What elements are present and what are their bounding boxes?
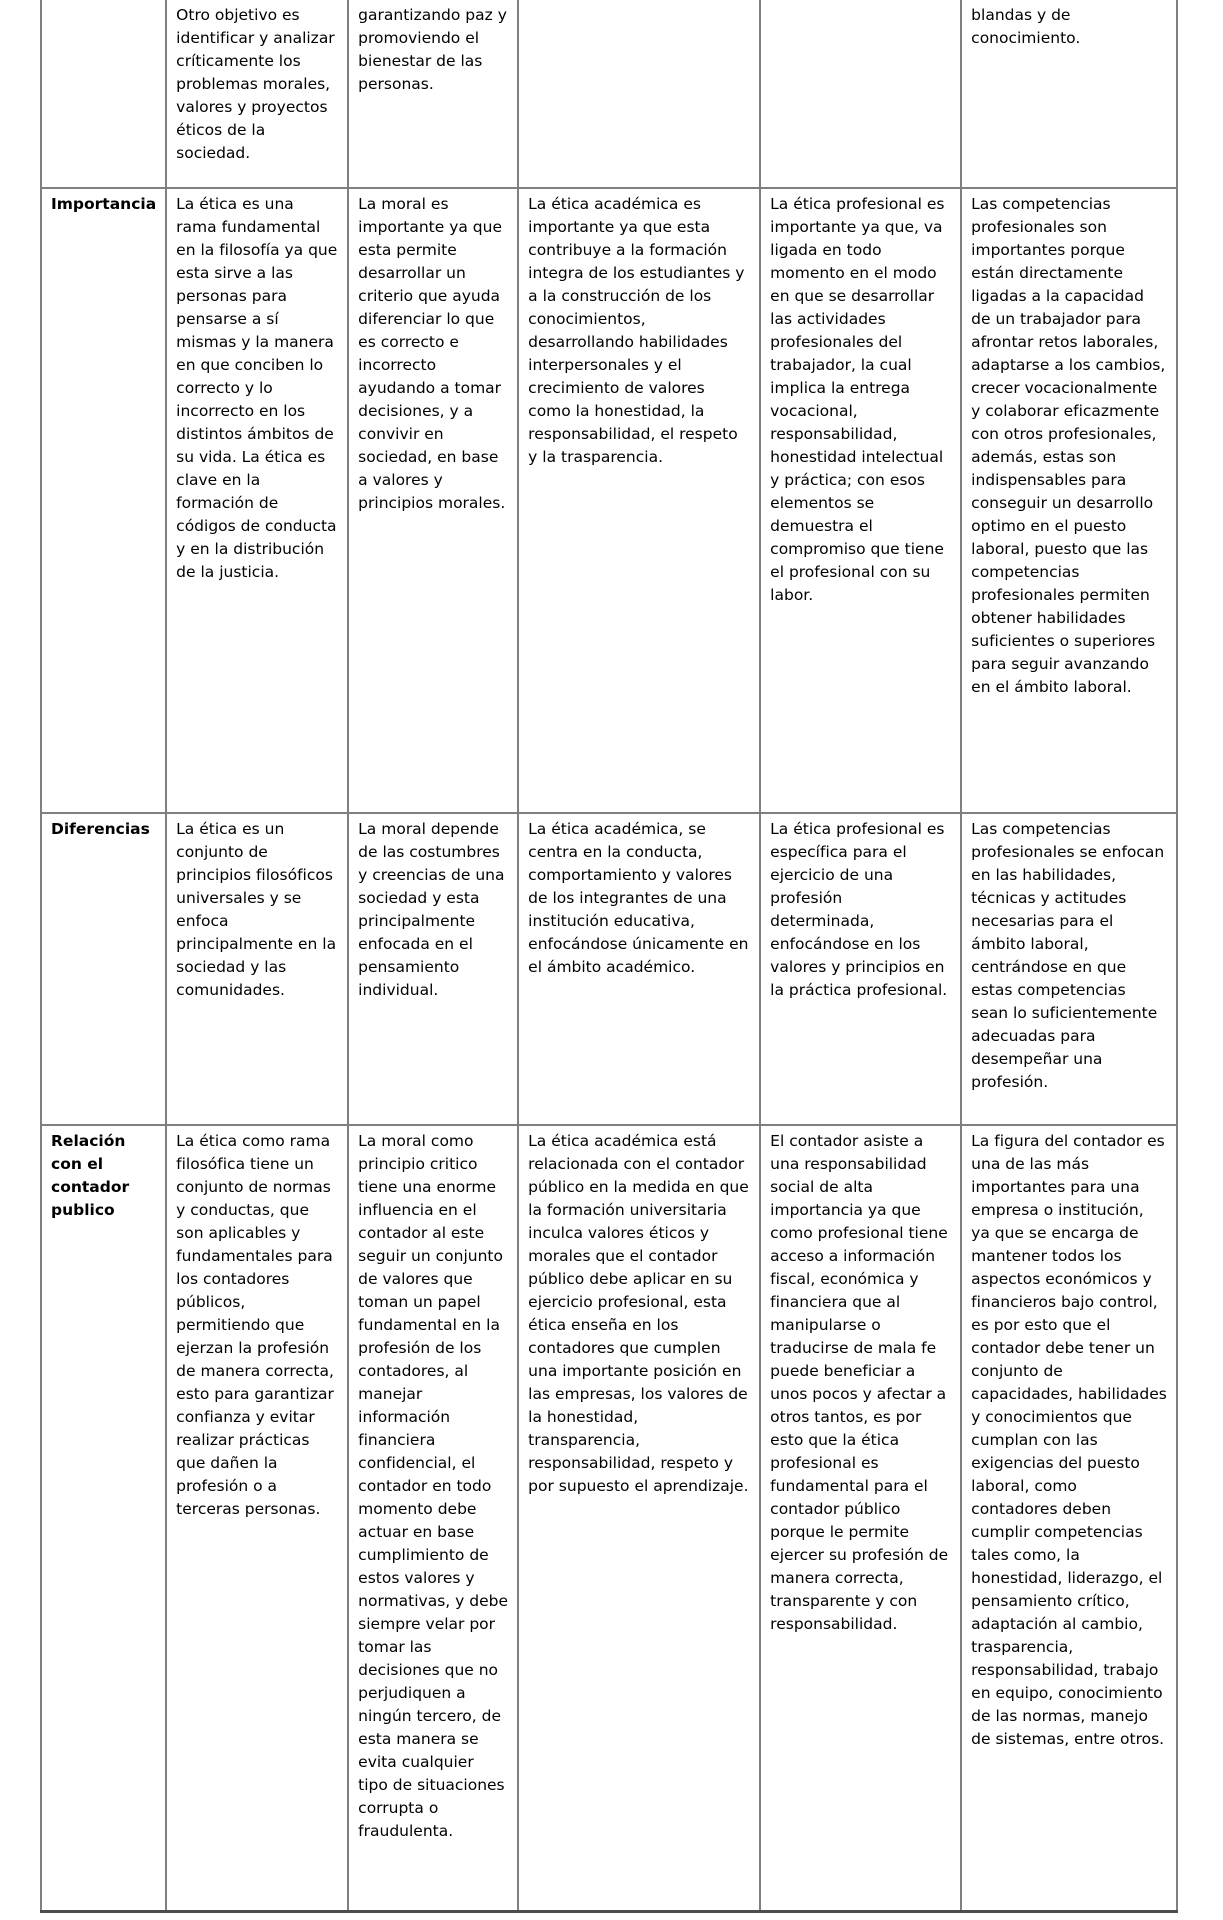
row-header-cell: Diferencias (41, 813, 166, 1125)
cell-etica-academica: La ética académica es importante ya que esta contribuye a la formación integra de los estudiantes y a la construcción de los conocimientos, desarrollando habilidades interpersonales y el crecimiento de valores como la honestidad, la responsabilidad, el respeto y la trasparencia. (518, 188, 760, 813)
row-header-cell (41, 0, 166, 188)
ethics-comparison-table (40, 0, 1178, 1913)
cell-competencias: Las competencias profesionales se enfocan en las habilidades, técnicas y actitudes necesarias para el ámbito laboral, centrándose en que estas competencias sean lo suficientemente adecuadas para desempeñar una profesión. (961, 813, 1177, 1125)
row-header-cell: Importancia (41, 188, 166, 813)
cell-etica-profesional: La ética profesional es específica para el ejercicio de una profesión determinada, enfocándose en los valores y principios en la práctica profesional. (760, 813, 961, 1125)
row-header-cell: Relación con el contador publico (41, 1125, 166, 1911)
cell-competencias: Las competencias profesionales son importantes porque están directamente ligadas a la capacidad de un trabajador para afrontar retos laborales, adaptarse a los cambios, crecer vocacionalmente y colaborar eficazmente con otros profesionales, además, estas son indispensables para conseguir un desarrollo optimo en el puesto laboral, puesto que las competencias profesionales permiten obtener habilidades suficientes o superiores para seguir avanzando en el ámbito laboral. (961, 188, 1177, 813)
cell-etica-academica (518, 0, 760, 188)
cell-moral: La moral como principio critico tiene una enorme influencia en el contador al este seguir un conjunto de valores que toman un papel fundamental en la profesión de los contadores, al manejar información financiera confidencial, el contador en todo momento debe actuar en base cumplimiento de estos valores y normativas, y debe siempre velar por tomar las decisiones que no perjudiquen a ningún tercero, de esta manera se evita cualquier tipo de situaciones corrupta o fraudulenta. (348, 1125, 518, 1911)
cell-etica: La ética como rama filosófica tiene un conjunto de normas y conductas, que son aplicables y fundamentales para los contadores públicos, permitiendo que ejerzan la profesión de manera correcta, esto para garantizar confianza y evitar realizar prácticas que dañen la profesión o a terceras personas. (166, 1125, 348, 1911)
cell-etica-profesional (760, 0, 961, 188)
table-row-relacion-contador (41, 1125, 1177, 1911)
cell-etica-academica: La ética académica está relacionada con el contador público en la medida en que la formación universitaria inculca valores éticos y morales que el contador público debe aplicar en su ejercicio profesional, esta ética enseña en los contadores que cumplen una importante posición en las empresas, los valores de la honestidad, transparencia, responsabilidad, respeto y por supuesto el aprendizaje. (518, 1125, 760, 1911)
cell-moral: La moral depende de las costumbres y creencias de una sociedad y esta principalmente enfocada en el pensamiento individual. (348, 813, 518, 1125)
cell-etica-academica: La ética académica, se centra en la conducta, comportamiento y valores de los integrantes de una institución educativa, enfocándose únicamente en el ámbito académico. (518, 813, 760, 1125)
table-row-diferencias (41, 813, 1177, 1125)
cell-etica-profesional: La ética profesional es importante ya que, va ligada en todo momento en el modo en que se desarrollar las actividades profesionales del trabajador, la cual implica la entrega vocacional, responsabilidad, honestidad intelectual y práctica; con esos elementos se demuestra el compromiso que tiene el profesional con su labor. (760, 188, 961, 813)
cell-etica: La ética es una rama fundamental en la filosofía ya que esta sirve a las personas para pensarse a sí mismas y la manera en que conciben lo correcto y lo incorrecto en los distintos ámbitos de su vida. La ética es clave en la formación de códigos de conducta y en la distribución de la justicia. (166, 188, 348, 813)
cell-etica: Otro objetivo es identificar y analizar críticamente los problemas morales, valores y proyectos éticos de la sociedad. (166, 0, 348, 188)
table-row-partial-top (41, 0, 1177, 188)
table-container (40, 0, 1178, 1913)
cell-moral: La moral es importante ya que esta permite desarrollar un criterio que ayuda diferenciar lo que es correcto e incorrecto ayudando a tomar decisiones, y a convivir en sociedad, en base a valores y principios morales. (348, 188, 518, 813)
table-row-importancia (41, 188, 1177, 813)
cell-competencias: blandas y de conocimiento. (961, 0, 1177, 188)
cell-competencias: La figura del contador es una de las más importantes para una empresa o institución, ya que se encarga de mantener todos los aspectos económicos y financieros bajo control, es por esto que el contador debe tener un conjunto de capacidades, habilidades y conocimientos que cumplan con las exigencias del puesto laboral, como contadores deben cumplir competencias tales como, la honestidad, liderazgo, el pensamiento crítico, adaptación al cambio, trasparencia, responsabilidad, trabajo en equipo, conocimiento de las normas, manejo de sistemas, entre otros. (961, 1125, 1177, 1911)
cell-etica-profesional: El contador asiste a una responsabilidad social de alta importancia ya que como profesional tiene acceso a información fiscal, económica y financiera que al manipularse o traducirse de mala fe puede beneficiar a unos pocos y afectar a otros tantos, es por esto que la ética profesional es fundamental para el contador público porque le permite ejercer su profesión de manera correcta, transparente y con responsabilidad. (760, 1125, 961, 1911)
cell-etica: La ética es un conjunto de principios filosóficos universales y se enfoca principalmente en la sociedad y las comunidades. (166, 813, 348, 1125)
cell-moral: garantizando paz y promoviendo el bienestar de las personas. (348, 0, 518, 188)
